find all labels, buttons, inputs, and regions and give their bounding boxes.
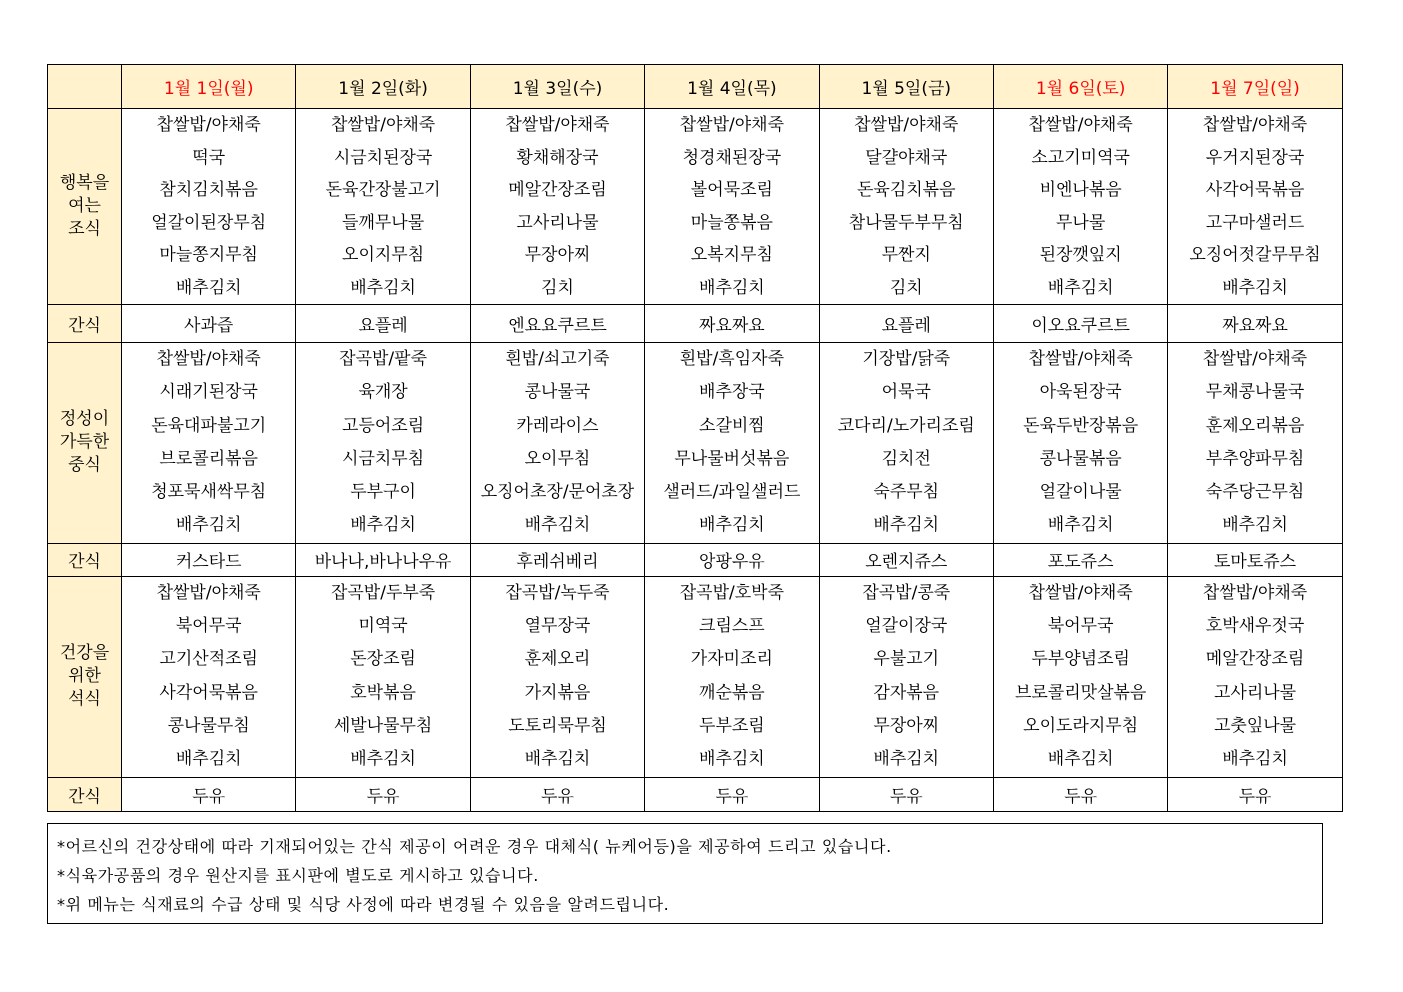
snack-row-3 — [48, 777, 1343, 811]
dish-item: 흰밥/흑임자죽 — [679, 349, 784, 369]
breakfast-row — [48, 109, 1343, 305]
breakfast-cell-day-4 — [645, 109, 819, 305]
date-header-6: 1월 6일(토) — [993, 65, 1167, 109]
dinner-label: 건강을 위한 석식 — [48, 576, 122, 777]
dish-item: 배추김치 — [350, 277, 416, 298]
snack-cell-day-1: 커스타드 — [122, 543, 296, 576]
snack-cell-day-1: 사과즙 — [122, 305, 296, 343]
snack-cell-day-6: 포도쥬스 — [993, 543, 1167, 576]
dish-item: 마늘쫑볶음 — [690, 212, 773, 233]
dish-item: 잡곡밥/호박죽 — [679, 582, 784, 603]
dish-item: 어묵국 — [881, 382, 931, 403]
note-line: *위 메뉴는 식재료의 수급 상태 및 식당 사정에 따라 변경될 수 있음을 알려드립니다. — [57, 895, 670, 914]
dish-item: 된장깻잎지 — [1039, 245, 1122, 265]
dish-item: 시래기된장국 — [159, 382, 258, 403]
dish-item: 참나물두부무침 — [848, 212, 964, 233]
dish-item: 무짠지 — [881, 245, 931, 265]
lunch-cell-day-7 — [1168, 343, 1342, 544]
dish-item: 달걀야채국 — [865, 147, 948, 168]
dish-item: 사각어묵볶음 — [159, 682, 258, 703]
snack-cell-day-3: 두유 — [470, 777, 644, 811]
lunch-label: 정성이 가득한 중식 — [48, 343, 122, 544]
dish-item: 우불고기 — [873, 649, 940, 670]
dish-item: 도토리묵무침 — [508, 715, 607, 736]
dish-item: 훈제오리 — [524, 649, 591, 670]
lunch-cell-day-2 — [296, 343, 470, 544]
lunch-cell-day-6 — [993, 343, 1167, 544]
dish-item: 배추김치 — [524, 749, 591, 770]
dish-item: 찹쌀밥/야채죽 — [156, 349, 261, 369]
dish-item: 소갈비찜 — [699, 415, 765, 436]
snack-cell-day-3: 엔요요쿠르트 — [470, 305, 644, 343]
snack-cell-day-2: 바나나,바나나우유 — [296, 543, 470, 576]
dish-item: 찹쌀밥/야채죽 — [1202, 582, 1308, 603]
dinner-cell-day-6 — [993, 576, 1167, 777]
dish-item: 배추김치 — [524, 515, 591, 536]
breakfast-label: 행복을 여는 조식 — [48, 109, 122, 305]
dish-item: 훈제오리볶음 — [1205, 415, 1305, 436]
dish-item: 돈육두반장볶음 — [1023, 415, 1139, 436]
dish-item: 흰밥/쇠고기죽 — [505, 349, 610, 369]
dish-item: 시금치된장국 — [333, 147, 433, 168]
lunch-cell-day-4 — [645, 343, 819, 544]
lunch-cell-day-3 — [470, 343, 644, 544]
dinner-cell-day-1 — [122, 576, 296, 777]
header-corner-cell — [48, 65, 122, 109]
dish-item: 소고기미역국 — [1031, 147, 1130, 168]
dish-item: 돈육김치볶음 — [856, 180, 956, 200]
dish-item: 세발나물무침 — [333, 715, 433, 736]
dish-item: 메알간장조림 — [1205, 649, 1305, 670]
date-header-2: 1월 2일(화) — [296, 65, 470, 109]
dish-item: 찹쌀밥/야채죽 — [156, 582, 261, 603]
dish-item: 고사리나물 — [1213, 682, 1297, 703]
dish-item: 샐러드/과일샐러드 — [663, 482, 801, 503]
dish-item: 찹쌀밥/야채죽 — [330, 115, 436, 135]
dish-item: 배추김치 — [1222, 749, 1288, 770]
dinner-cell-day-3 — [470, 576, 644, 777]
breakfast-cell-day-7 — [1168, 109, 1342, 305]
dish-item: 찹쌀밥/야채죽 — [505, 115, 610, 135]
dish-item: 깨순볶음 — [699, 682, 765, 703]
breakfast-cell-day-1 — [122, 109, 296, 305]
dinner-cell-day-5 — [819, 576, 993, 777]
dish-item: 떡국 — [192, 147, 226, 168]
dish-item: 고구마샐러드 — [1205, 212, 1305, 233]
dish-item: 오징어젓갈무무침 — [1189, 245, 1321, 265]
dish-item: 얼갈이나물 — [1039, 482, 1122, 503]
dish-item: 잡곡밥/콩죽 — [862, 582, 951, 603]
dish-item: 배추김치 — [175, 277, 242, 298]
snack-cell-day-6: 두유 — [993, 777, 1167, 811]
snack-cell-day-5: 요플레 — [819, 305, 993, 343]
dish-item: 두부구이 — [350, 482, 416, 503]
dish-item: 감자볶음 — [873, 682, 940, 703]
dish-item: 얼갈이장국 — [865, 616, 948, 637]
snack-cell-day-4: 짜요짜요 — [645, 305, 819, 343]
snack-cell-day-3: 후레쉬베리 — [470, 543, 644, 576]
dish-item: 콩나물볶음 — [1039, 448, 1122, 469]
dish-item: 브로콜리볶음 — [159, 448, 258, 469]
dish-item: 육개장 — [358, 382, 408, 403]
dish-item: 오이지무침 — [342, 245, 425, 265]
dish-item: 브로콜리맛살볶음 — [1014, 682, 1147, 703]
dinner-row — [48, 576, 1343, 777]
breakfast-cell-day-2 — [296, 109, 470, 305]
dish-item: 배추김치 — [699, 277, 765, 298]
dish-item: 배추김치 — [1222, 277, 1288, 298]
dish-item: 부추양파무침 — [1205, 448, 1305, 469]
dish-item: 배추김치 — [350, 749, 416, 770]
dish-item: 오징어초장/문어초장 — [480, 482, 635, 503]
dish-item: 두부조림 — [699, 715, 765, 736]
dish-item: 무장아찌 — [524, 245, 591, 265]
dish-item: 미역국 — [358, 616, 408, 637]
dish-item: 김치 — [541, 277, 574, 298]
date-header-1: 1월 1일(월) — [122, 65, 296, 109]
snack-label: 간식 — [48, 305, 122, 343]
dish-item: 무장아찌 — [873, 715, 940, 736]
snack-label: 간식 — [48, 543, 122, 576]
snack-cell-day-7: 토마토쥬스 — [1168, 543, 1342, 576]
date-header-4: 1월 4일(목) — [645, 65, 819, 109]
dish-item: 황채해장국 — [516, 147, 599, 168]
dish-item: 돈장조림 — [350, 649, 416, 670]
dish-item: 고사리나물 — [516, 212, 599, 233]
lunch-cell-day-1 — [122, 343, 296, 544]
breakfast-cell-day-6 — [993, 109, 1167, 305]
dish-item: 배추장국 — [699, 382, 765, 403]
dish-item: 배추김치 — [873, 749, 940, 770]
dish-item: 참치김치볶음 — [159, 180, 258, 200]
date-header-3: 1월 3일(수) — [470, 65, 644, 109]
snack-row-2 — [48, 543, 1343, 576]
dish-item: 우거지된장국 — [1205, 147, 1305, 168]
dinner-cell-day-4 — [645, 576, 819, 777]
dish-item: 기장밥/닭죽 — [862, 349, 951, 369]
snack-cell-day-1: 두유 — [122, 777, 296, 811]
dish-item: 찹쌀밥/야채죽 — [1202, 115, 1308, 135]
snack-row-1 — [48, 305, 1343, 343]
dish-item: 찹쌀밥/야채죽 — [854, 115, 959, 135]
dish-item: 찹쌀밥/야채죽 — [679, 115, 784, 135]
dish-item: 가자미조리 — [690, 649, 773, 670]
dish-item: 찹쌀밥/야채죽 — [156, 115, 261, 135]
dish-item: 찹쌀밥/야채죽 — [1028, 349, 1133, 369]
snack-cell-day-6: 이오요쿠르트 — [993, 305, 1167, 343]
dish-item: 배추김치 — [1222, 515, 1288, 536]
dish-item: 볼어묵조림 — [690, 180, 773, 200]
dish-item: 돈육대파불고기 — [151, 415, 267, 436]
dish-item: 얼갈이된장무침 — [151, 212, 267, 233]
dish-item: 배추김치 — [175, 749, 242, 770]
dish-item: 호박새우젓국 — [1205, 616, 1305, 637]
dish-item: 김치전 — [881, 448, 931, 469]
dish-item: 콩나물국 — [524, 382, 591, 403]
dish-item: 청포묵새싹무침 — [151, 482, 267, 503]
breakfast-cell-day-5 — [819, 109, 993, 305]
notes-box — [47, 823, 1323, 924]
snack-cell-day-4: 두유 — [645, 777, 819, 811]
dish-item: 무나물 — [1056, 212, 1106, 233]
dish-item: 가지볶음 — [524, 682, 591, 703]
breakfast-cell-day-3 — [470, 109, 644, 305]
date-header-row — [48, 65, 1343, 109]
dish-item: 마늘쫑지무침 — [159, 245, 258, 265]
date-header-7: 1월 7일(일) — [1168, 65, 1342, 109]
dish-item: 두부양념조림 — [1031, 649, 1130, 670]
dish-item: 돈육간장불고기 — [325, 180, 441, 200]
dish-item: 비엔나볶음 — [1039, 180, 1122, 200]
dish-item: 숙주무침 — [873, 482, 940, 503]
lunch-row — [48, 343, 1343, 544]
dish-item: 사각어묵볶음 — [1205, 180, 1305, 200]
dish-item: 배추김치 — [699, 515, 765, 536]
dish-item: 무채콩나물국 — [1205, 382, 1305, 403]
snack-cell-day-4: 앙팡우유 — [645, 543, 819, 576]
dish-item: 무나물버섯볶음 — [674, 448, 790, 469]
dish-item: 코다리/노가리조림 — [837, 415, 975, 436]
note-line: *식육가공품의 경우 원산지를 표시판에 별도로 게시하고 있습니다. — [57, 866, 539, 885]
dish-item: 고춧잎나물 — [1213, 715, 1297, 736]
weekly-menu-table — [47, 64, 1343, 812]
dinner-cell-day-2 — [296, 576, 470, 777]
dish-item: 시금치무침 — [342, 448, 425, 469]
dish-item: 들깨무나물 — [342, 212, 425, 233]
dinner-cell-day-7 — [1168, 576, 1342, 777]
dish-item: 배추김치 — [1047, 277, 1114, 298]
note-line: *어르신의 건강상태에 따라 기재되어있는 간식 제공이 어려운 경우 대체식( 뉴케어등)을 제공하여 드리고 있습니다. — [57, 837, 892, 856]
snack-cell-day-7: 짜요짜요 — [1168, 305, 1342, 343]
dish-item: 아욱된장국 — [1039, 382, 1122, 403]
dish-item: 카레라이스 — [516, 415, 599, 436]
dish-item: 배추김치 — [699, 749, 765, 770]
dish-item: 잡곡밥/팥죽 — [339, 349, 427, 369]
dish-item: 고기산적조림 — [159, 649, 258, 670]
dish-item: 찹쌀밥/야채죽 — [1028, 582, 1133, 603]
dish-item: 호박볶음 — [350, 682, 416, 703]
dish-item: 배추김치 — [1047, 515, 1114, 536]
dish-item: 숙주당근무침 — [1205, 482, 1305, 503]
dish-item: 찹쌀밥/야채죽 — [1028, 115, 1133, 135]
dish-item: 고등어조림 — [342, 415, 425, 436]
dish-item: 북어무국 — [175, 616, 242, 637]
dish-item: 배추김치 — [1047, 749, 1114, 770]
dish-item: 오이무침 — [524, 448, 591, 469]
snack-cell-day-2: 요플레 — [296, 305, 470, 343]
snack-cell-day-5: 오렌지쥬스 — [819, 543, 993, 576]
dish-item: 배추김치 — [873, 515, 940, 536]
snack-cell-day-5: 두유 — [819, 777, 993, 811]
dish-item: 북어무국 — [1047, 616, 1114, 637]
date-header-5: 1월 5일(금) — [819, 65, 993, 109]
snack-cell-day-2: 두유 — [296, 777, 470, 811]
dish-item: 배추김치 — [175, 515, 242, 536]
dish-item: 오복지무침 — [690, 245, 773, 265]
dish-item: 청경채된장국 — [682, 147, 782, 168]
dish-item: 콩나물무침 — [167, 715, 250, 736]
dish-item: 메알간장조림 — [508, 180, 607, 200]
snack-label: 간식 — [48, 777, 122, 811]
dish-item: 크림스프 — [699, 616, 765, 637]
snack-cell-day-7: 두유 — [1168, 777, 1342, 811]
dish-item: 오이도라지무침 — [1023, 715, 1139, 736]
dish-item: 김치 — [889, 277, 923, 298]
dish-item: 찹쌀밥/야채죽 — [1202, 349, 1308, 369]
lunch-cell-day-5 — [819, 343, 993, 544]
dish-item: 열무장국 — [524, 616, 591, 637]
dish-item: 잡곡밥/두부죽 — [330, 582, 436, 603]
dish-item: 잡곡밥/녹두죽 — [505, 582, 610, 603]
dish-item: 배추김치 — [350, 515, 416, 536]
